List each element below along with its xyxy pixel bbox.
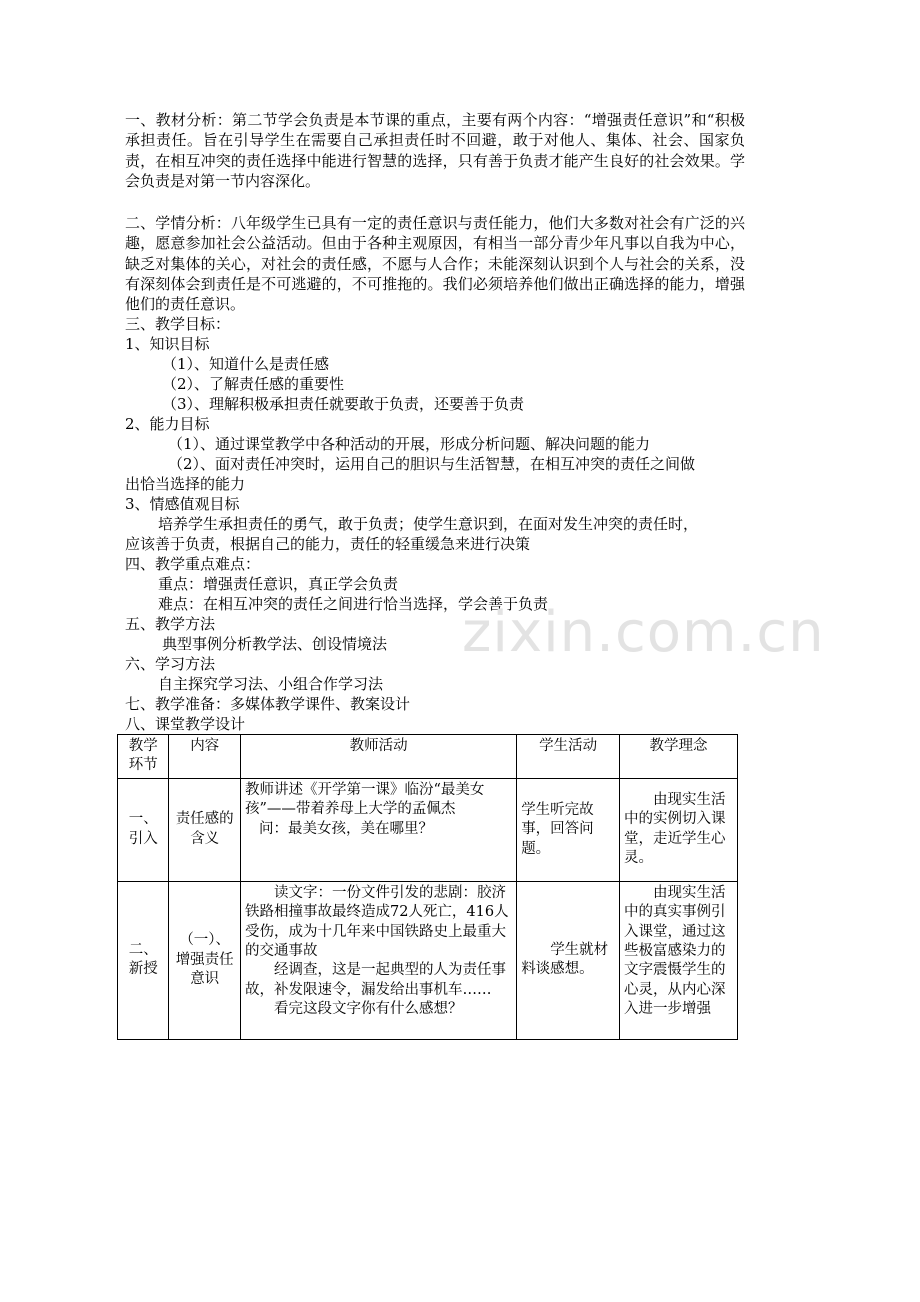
ability-goal-1: （1）、通过课堂教学中各种活动的开展，形成分析问题、解决问题的能力 (168, 435, 651, 453)
section-key-points: 四、教学重点难点： (125, 555, 261, 573)
header-content: 内容 (169, 735, 241, 779)
table-row (118, 778, 738, 881)
watermark: zixin.com.cn (462, 600, 825, 665)
teaching-method-text: 典型事例分析教学法、创设情境法 (162, 635, 388, 653)
header-teacher: 教师活动 (240, 735, 516, 779)
row2-teacher-p3: 看完这段文字你有什么感想？ (273, 1001, 463, 1018)
row2-teacher (240, 881, 516, 1039)
table-row (118, 881, 738, 1039)
ability-goal-2-line1: （2）、面对责任冲突时，运用自己的胆识与生活智慧，在相互冲突的责任之间做 (168, 455, 696, 473)
row2-student: 学生就材料谈感想。 (517, 881, 620, 1039)
header-stage: 教学环节 (118, 735, 169, 779)
emotion-goal-line1: 培养学生承担责任的勇气，敢于负责；使学生意识到，在面对发生冲突的责任时， (158, 515, 699, 533)
section-learning-method: 六、学习方法 (125, 655, 216, 673)
knowledge-goal-title: 1、知识目标 (125, 335, 210, 353)
section-teaching-goals: 三、教学目标： (125, 315, 231, 333)
section-textbook-analysis: 一、教材分析：第二节学会负责是本节课的重点，主要有两个内容：“增强责任意识”和“积极承担责任。旨在引导学生在需要自己承担责任时不回避，敢于对他人、集体、社会、国家负责，在相互冲突的责任选择中能进行智慧的选择，只有善于负责才能产生良好的社会效果。学会负责是对第一节内容深化。 (125, 111, 745, 190)
table-header-row (118, 735, 738, 779)
key-point-difficulty: 难点：在相互冲突的责任之间进行恰当选择，学会善于负责 (158, 595, 549, 613)
row1-student: 学生听完故事，回答问题。 (517, 778, 620, 881)
row2-stage: 二、新授 (118, 881, 169, 1039)
ability-goal-title: 2、能力目标 (125, 415, 210, 433)
emotion-goal-title: 3、情感值观目标 (125, 495, 240, 513)
row1-stage: 一、引入 (118, 778, 169, 881)
knowledge-goal-3: （3）、理解积极承担责任就要敢于负责，还要善于负责 (162, 395, 525, 413)
section-teaching-method: 五、教学方法 (125, 615, 216, 633)
row2-teacher-p1: 读文字：一份文件引发的悲剧：胶济铁路相撞事故最终造成72人死亡，416人受伤，成为十几年来中国铁路史上最重大的交通事故 (244, 884, 509, 960)
knowledge-goal-2: （2）、了解责任感的重要性 (162, 375, 345, 393)
lesson-design-table (117, 734, 738, 1040)
row1-content: 责任感的含义 (169, 778, 241, 881)
row2-content: （一）、增强责任意识 (169, 881, 241, 1039)
header-concept: 教学理念 (620, 735, 738, 779)
row1-concept: 由现实生活中的实例切入课堂，走近学生心灵。 (620, 778, 738, 881)
section-preparation: 七、教学准备：多媒体教学课件、教案设计 (125, 695, 411, 713)
row1-teacher-p2: 问：最美女孩，美在哪里？ (258, 820, 433, 837)
ability-goal-2-line2: 出恰当选择的能力 (125, 475, 246, 493)
section-student-analysis: 二、学情分析：八年级学生已具有一定的责任意识与责任能力，他们大多数对社会有广泛的兴趣，愿意参加社会公益活动。但由于各种主观原因，有相当一部分青少年凡事以自我为中心，缺乏对集体的关心，对社会的责任感，不愿与人合作；未能深刻认识到个人与社会的关系，没有深刻体会到责任是不可逃避的，不可推拖的。我们必须培养他们做出正确选择的能力，增强他们的责任意识。 (125, 214, 745, 314)
key-point-focus: 重点：增强责任意识，真正学会负责 (158, 575, 399, 593)
emotion-goal-line2: 应该善于负责，根据自己的能力，责任的轻重缓急来进行决策 (125, 535, 531, 553)
section-classroom-design: 八、课堂教学设计 (125, 715, 246, 733)
learning-method-text: 自主探究学习法、小组合作学习法 (158, 675, 384, 693)
header-student: 学生活动 (517, 735, 620, 779)
row2-concept: 由现实生活中的真实事例引入课堂，通过这些极富感染力的文字震慑学生的心灵，从内心深入进一步增强 (620, 881, 738, 1039)
row2-teacher-p2: 经调查，这是一起典型的人为责任事故，补发限速令，漏发给出事机车…… (244, 962, 506, 998)
row1-teacher-p1: 教师讲述《开学第一课》临汾“最美女孩”——带着养母上大学的孟佩杰 (244, 781, 485, 818)
row1-teacher (240, 778, 516, 881)
knowledge-goal-1: （1）、知道什么是责任感 (162, 355, 330, 373)
